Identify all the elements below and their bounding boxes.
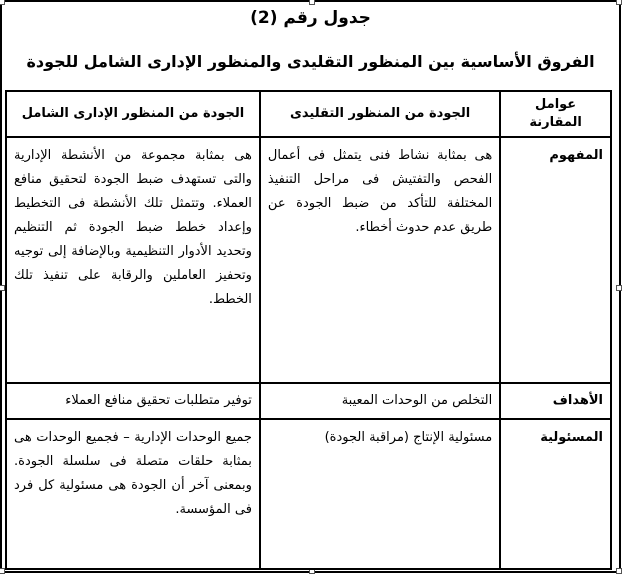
resize-handle-bottom-right[interactable] (616, 568, 622, 574)
row-factor-concept: المفهوم (500, 137, 611, 383)
cell-traditional-goals: التخلص من الوحدات المعيبة (260, 383, 500, 419)
table-header-row (6, 91, 611, 137)
cell-total-goals: توفير متطلبات تحقيق منافع العملاء (6, 383, 260, 419)
header-traditional-quality: الجودة من المنظور التقليدى (260, 91, 500, 137)
table-caption: الفروق الأساسية بين المنظور التقليدى والمنظور الإدارى الشامل للجودة (26, 52, 595, 71)
resize-handle-top-right[interactable] (616, 0, 622, 5)
resize-handle-top-left[interactable] (0, 0, 5, 5)
cell-total-concept: هى بمثابة مجموعة من الأنشطة الإدارية والتى تستهدف ضبط الجودة لتحقيق منافع العملاء. وتتمثل تلك الأنشطة فى التخطيط وإعداد خطط ضبط الجودة ثم التنظيم وتحديد الأدوار التنظيمية وبالإضافة إلى توجيه وتحفيز العاملين والرقابة على تنفيذ تلك الخطط. (6, 137, 260, 383)
table-row (6, 137, 611, 383)
resize-handle-right[interactable] (616, 285, 622, 291)
table-row (6, 419, 611, 569)
cell-traditional-concept: هى بمثابة نشاط فنى يتمثل فى أعمال الفحص والتفتيش فى مراحل التنفيذ المختلفة للتأكد من ضبط الجودة عن طريق عدم حدوث أخطاء. (260, 137, 500, 383)
row-factor-goals: الأهداف (500, 383, 611, 419)
header-total-quality: الجودة من المنظور الإدارى الشامل (6, 91, 260, 137)
cell-traditional-responsibility: مسئولية الإنتاج (مراقبة الجودة) (260, 419, 500, 569)
header-comparison-factors: عوامل المقارنة (500, 91, 611, 137)
table-row (6, 383, 611, 419)
row-factor-responsibility: المسئولية (500, 419, 611, 569)
cell-total-responsibility: جميع الوحدات الإدارية – فجميع الوحدات هى بمثابة حلقات متصلة فى سلسلة الجودة. وبمعنى آخر أن الجودة هى مسئولية كل فرد فى المؤسسة. (6, 419, 260, 569)
resize-handle-top[interactable] (309, 0, 315, 5)
comparison-table (5, 90, 612, 570)
table-number-title: جدول رقم (2) (250, 8, 371, 28)
